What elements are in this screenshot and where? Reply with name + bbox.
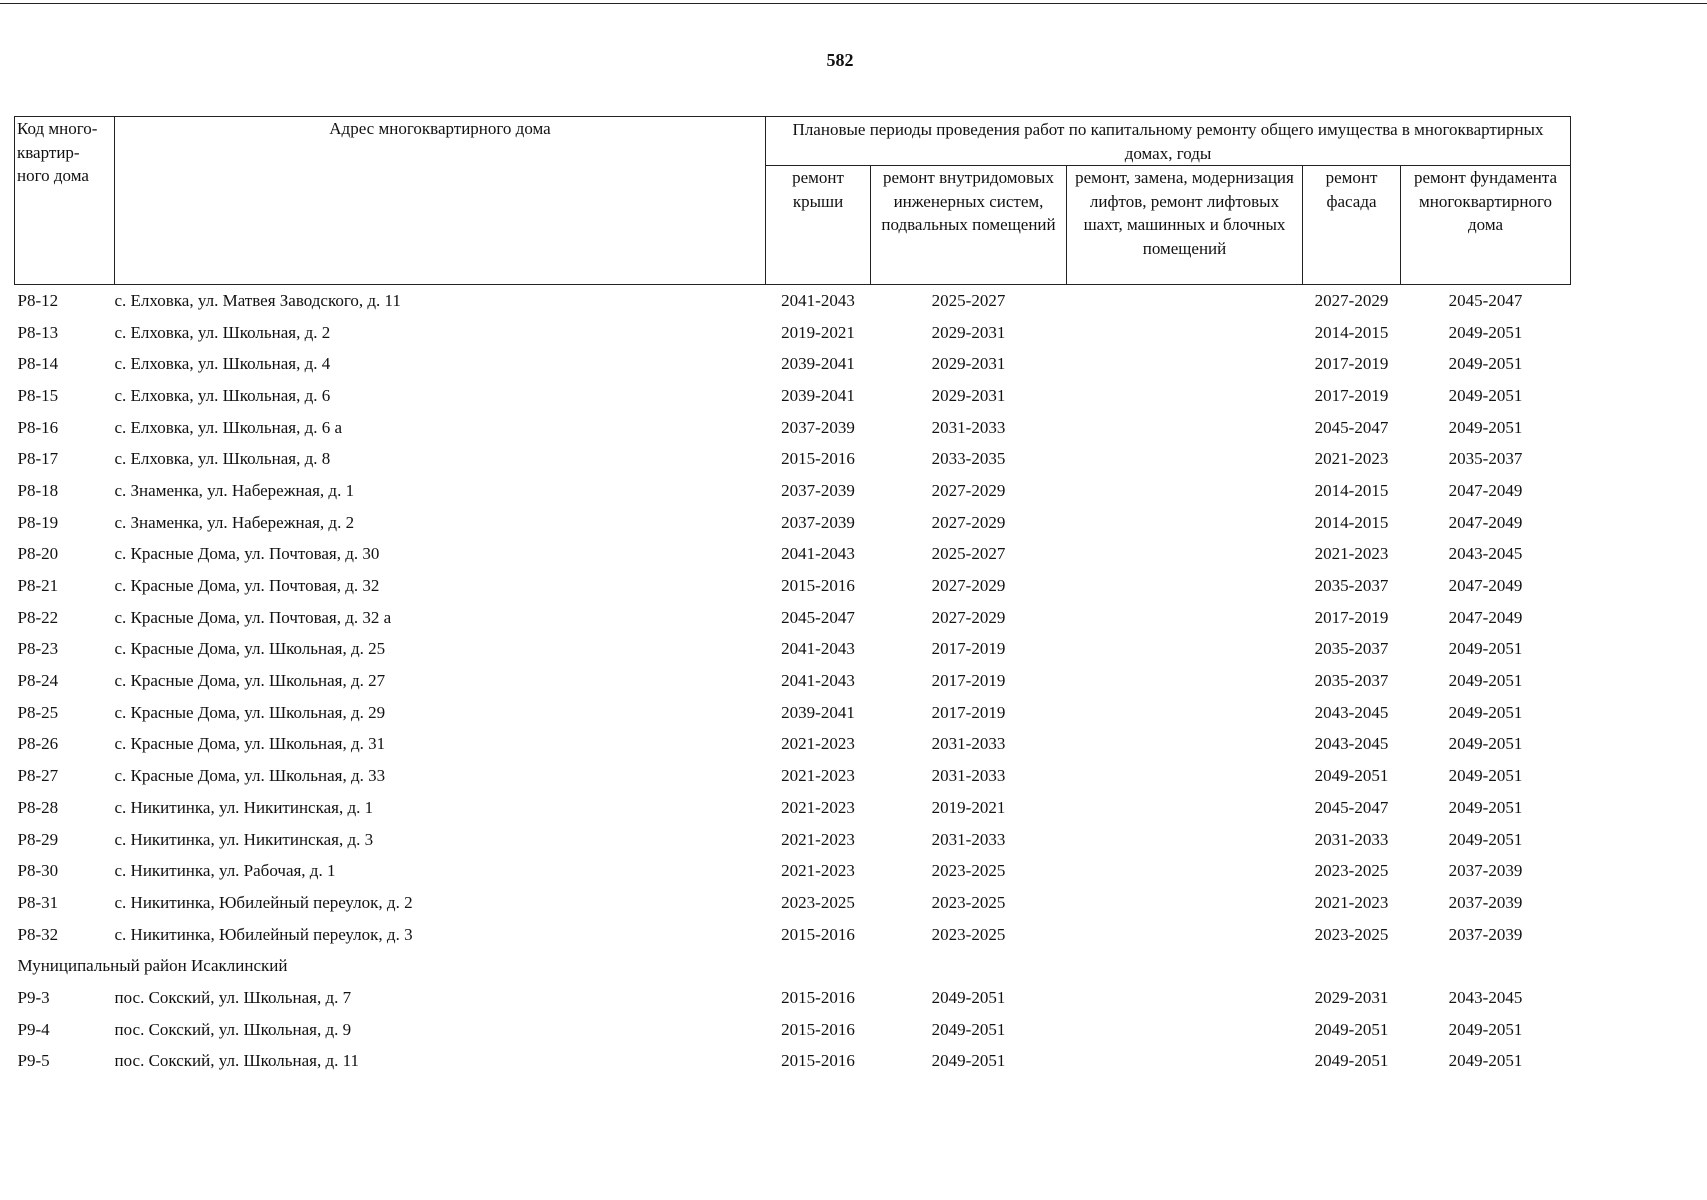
- cell-address: с. Елховка, ул. Школьная, д. 6 а: [114, 417, 343, 437]
- cell-engineering: 2025-2027: [931, 544, 1006, 564]
- header-engineering: ремонт внутридомовых инженерных систем, подвальных помещений: [871, 166, 1067, 285]
- cell-lifts: [1067, 697, 1303, 729]
- table-row: [15, 634, 1571, 666]
- cell-code: Р8-19: [17, 512, 59, 532]
- header-address: Адрес многоквартирного дома: [115, 117, 766, 285]
- table-row: [15, 507, 1571, 539]
- cell-code: Р9-5: [17, 1051, 50, 1071]
- cell-foundation: 2049-2051: [1448, 829, 1523, 849]
- cell-code: Р8-30: [17, 861, 59, 881]
- cell-engineering: 2029-2031: [931, 354, 1006, 374]
- cell-lifts: [1067, 855, 1303, 887]
- cell-lifts: [1067, 348, 1303, 380]
- cell-code: Р8-23: [17, 639, 59, 659]
- table-row: [15, 602, 1571, 634]
- cell-address: с. Елховка, ул. Школьная, д. 8: [114, 449, 331, 469]
- cell-address: с. Красные Дома, ул. Школьная, д. 31: [114, 734, 386, 754]
- cell-lifts: [1067, 570, 1303, 602]
- cell-roof: 2037-2039: [781, 417, 855, 437]
- cell-code: Р8-26: [17, 734, 59, 754]
- cell-foundation: 2049-2051: [1448, 671, 1523, 691]
- cell-engineering: 2029-2031: [931, 322, 1006, 342]
- cell-lifts: [1067, 665, 1303, 697]
- cell-address: с. Красные Дома, ул. Школьная, д. 27: [114, 671, 386, 691]
- cell-lifts: [1067, 760, 1303, 792]
- cell-code: Р8-18: [17, 480, 59, 500]
- table-row: [15, 982, 1571, 1014]
- header-foundation: ремонт фундамента многоквартирного дома: [1401, 166, 1571, 285]
- cell-engineering: 2031-2033: [931, 829, 1006, 849]
- cell-address: с. Красные Дома, ул. Школьная, д. 33: [114, 766, 386, 786]
- cell-lifts: [1067, 317, 1303, 349]
- cell-facade: 2021-2023: [1314, 544, 1389, 564]
- cell-address: с. Красные Дома, ул. Почтовая, д. 32 а: [114, 607, 392, 627]
- table-row: [15, 570, 1571, 602]
- cell-code: Р8-27: [17, 766, 59, 786]
- cell-lifts: [1067, 1014, 1303, 1046]
- cell-facade: 2014-2015: [1314, 480, 1389, 500]
- cell-engineering: 2027-2029: [931, 607, 1006, 627]
- cell-address: с. Елховка, ул. Школьная, д. 4: [114, 354, 331, 374]
- cell-address: с. Красные Дома, ул. Школьная, д. 29: [114, 702, 386, 722]
- cell-foundation: 2047-2049: [1448, 576, 1523, 596]
- cell-engineering: 2049-2051: [931, 987, 1006, 1007]
- cell-roof: 2021-2023: [781, 829, 855, 849]
- cell-code: Р8-21: [17, 576, 59, 596]
- cell-foundation: 2049-2051: [1448, 797, 1523, 817]
- cell-foundation: 2049-2051: [1448, 702, 1523, 722]
- cell-code: Р8-24: [17, 671, 59, 691]
- header-periods-group: Плановые периоды проведения работ по капитальному ремонту общего имущества в многоквартирных домах, годы: [766, 117, 1571, 166]
- table-row: [15, 855, 1571, 887]
- table-row: [15, 1014, 1571, 1046]
- cell-lifts: [1067, 507, 1303, 539]
- cell-roof: 2037-2039: [781, 480, 855, 500]
- cell-foundation: 2049-2051: [1448, 1051, 1523, 1071]
- cell-engineering: 2023-2025: [931, 861, 1006, 881]
- cell-roof: 2015-2016: [781, 1051, 855, 1071]
- cell-address: пос. Сокский, ул. Школьная, д. 11: [114, 1051, 360, 1071]
- cell-engineering: 2031-2033: [931, 734, 1006, 754]
- cell-facade: 2023-2025: [1314, 924, 1389, 944]
- cell-code: Р8-14: [17, 354, 59, 374]
- cell-lifts: [1067, 729, 1303, 761]
- table-row: [15, 412, 1571, 444]
- cell-facade: 2014-2015: [1314, 322, 1389, 342]
- cell-engineering: 2049-2051: [931, 1051, 1006, 1071]
- cell-lifts: [1067, 792, 1303, 824]
- repair-schedule-table: [14, 116, 1571, 1077]
- table-row: [15, 665, 1571, 697]
- cell-engineering: 2017-2019: [931, 702, 1006, 722]
- table-row: [15, 697, 1571, 729]
- cell-lifts: [1067, 1046, 1303, 1078]
- cell-foundation: 2049-2051: [1448, 766, 1523, 786]
- cell-facade: 2029-2031: [1314, 987, 1389, 1007]
- cell-foundation: 2043-2045: [1448, 987, 1523, 1007]
- cell-facade: 2017-2019: [1314, 354, 1389, 374]
- cell-address: с. Знаменка, ул. Набережная, д. 1: [114, 480, 355, 500]
- table-header: [15, 117, 1571, 285]
- cell-engineering: 2027-2029: [931, 480, 1006, 500]
- cell-address: с. Елховка, ул. Матвея Заводского, д. 11: [114, 290, 401, 310]
- cell-engineering: 2027-2029: [931, 512, 1006, 532]
- cell-roof: 2015-2016: [781, 987, 855, 1007]
- table-row: [15, 539, 1571, 571]
- cell-foundation: 2043-2045: [1448, 544, 1523, 564]
- cell-facade: 2021-2023: [1314, 892, 1389, 912]
- cell-foundation: 2049-2051: [1448, 354, 1523, 374]
- header-lifts: ремонт, замена, модернизация лифтов, ремонт лифтовых шахт, машинных и блочных помещений: [1067, 166, 1303, 285]
- cell-facade: 2014-2015: [1314, 512, 1389, 532]
- table-row: [15, 792, 1571, 824]
- cell-roof: 2021-2023: [781, 861, 855, 881]
- cell-address: с. Красные Дома, ул. Почтовая, д. 32: [114, 576, 380, 596]
- table-row: [15, 348, 1571, 380]
- header-code: Код много-квартир-ного дома: [15, 117, 115, 285]
- cell-engineering: 2023-2025: [931, 924, 1006, 944]
- cell-roof: 2041-2043: [781, 639, 855, 659]
- cell-address: с. Елховка, ул. Школьная, д. 6: [114, 385, 331, 405]
- cell-lifts: [1067, 380, 1303, 412]
- cell-foundation: 2049-2051: [1448, 734, 1523, 754]
- cell-facade: 2049-2051: [1314, 766, 1389, 786]
- cell-facade: 2017-2019: [1314, 385, 1389, 405]
- table-row: [15, 317, 1571, 349]
- cell-facade: 2035-2037: [1314, 671, 1389, 691]
- table-row: [15, 887, 1571, 919]
- table-row: [15, 760, 1571, 792]
- cell-lifts: [1067, 824, 1303, 856]
- cell-engineering: 2019-2021: [931, 797, 1006, 817]
- cell-roof: 2041-2043: [781, 544, 855, 564]
- cell-lifts: [1067, 887, 1303, 919]
- cell-facade: 2043-2045: [1314, 734, 1389, 754]
- cell-lifts: [1067, 982, 1303, 1014]
- cell-roof: 2015-2016: [781, 924, 855, 944]
- cell-code: Р8-20: [17, 544, 59, 564]
- cell-roof: 2041-2043: [781, 290, 855, 310]
- table-row: [15, 729, 1571, 761]
- cell-code: Р8-15: [17, 385, 59, 405]
- cell-foundation: 2037-2039: [1448, 892, 1523, 912]
- section-title: Муниципальный район Исаклинский: [17, 956, 288, 976]
- cell-foundation: 2037-2039: [1448, 924, 1523, 944]
- cell-roof: 2015-2016: [781, 449, 855, 469]
- page-number: 582: [826, 50, 854, 70]
- cell-facade: 2021-2023: [1314, 449, 1389, 469]
- cell-engineering: 2031-2033: [931, 766, 1006, 786]
- cell-address: с. Красные Дома, ул. Почтовая, д. 30: [114, 544, 380, 564]
- cell-roof: 2039-2041: [781, 354, 855, 374]
- table-row: [15, 380, 1571, 412]
- table-row: [15, 824, 1571, 856]
- cell-code: Р8-28: [17, 797, 59, 817]
- cell-roof: 2045-2047: [781, 607, 855, 627]
- cell-roof: 2021-2023: [781, 766, 855, 786]
- cell-facade: 2049-2051: [1314, 1051, 1389, 1071]
- cell-engineering: 2023-2025: [931, 892, 1006, 912]
- cell-foundation: 2049-2051: [1448, 1019, 1523, 1039]
- cell-lifts: [1067, 285, 1303, 317]
- cell-foundation: 2047-2049: [1448, 607, 1523, 627]
- cell-facade: 2045-2047: [1314, 797, 1389, 817]
- cell-roof: 2021-2023: [781, 797, 855, 817]
- cell-foundation: 2047-2049: [1448, 480, 1523, 500]
- cell-address: с. Красные Дома, ул. Школьная, д. 25: [114, 639, 386, 659]
- cell-facade: 2035-2037: [1314, 639, 1389, 659]
- cell-lifts: [1067, 412, 1303, 444]
- cell-address: с. Знаменка, ул. Набережная, д. 2: [114, 512, 355, 532]
- cell-roof: 2039-2041: [781, 385, 855, 405]
- cell-engineering: 2025-2027: [931, 290, 1006, 310]
- cell-address: с. Никитинка, ул. Никитинская, д. 3: [114, 829, 374, 849]
- cell-foundation: 2037-2039: [1448, 861, 1523, 881]
- table-row: [15, 285, 1571, 317]
- table-row: [15, 1046, 1571, 1078]
- cell-lifts: [1067, 602, 1303, 634]
- cell-roof: 2021-2023: [781, 734, 855, 754]
- cell-roof: 2019-2021: [781, 322, 855, 342]
- cell-lifts: [1067, 475, 1303, 507]
- cell-code: Р8-22: [17, 607, 59, 627]
- cell-lifts: [1067, 919, 1303, 951]
- cell-code: Р8-17: [17, 449, 59, 469]
- cell-facade: 2031-2033: [1314, 829, 1389, 849]
- cell-roof: 2015-2016: [781, 576, 855, 596]
- cell-code: Р8-16: [17, 417, 59, 437]
- cell-facade: 2027-2029: [1314, 290, 1389, 310]
- cell-engineering: 2049-2051: [931, 1019, 1006, 1039]
- cell-code: Р8-29: [17, 829, 59, 849]
- cell-code: Р8-31: [17, 892, 59, 912]
- cell-code: Р9-4: [17, 1019, 50, 1039]
- cell-engineering: 2017-2019: [931, 639, 1006, 659]
- cell-address: пос. Сокский, ул. Школьная, д. 7: [114, 987, 352, 1007]
- cell-foundation: 2045-2047: [1448, 290, 1523, 310]
- cell-lifts: [1067, 634, 1303, 666]
- cell-foundation: 2047-2049: [1448, 512, 1523, 532]
- cell-address: пос. Сокский, ул. Школьная, д. 9: [114, 1019, 352, 1039]
- cell-foundation: 2049-2051: [1448, 322, 1523, 342]
- cell-engineering: 2027-2029: [931, 576, 1006, 596]
- cell-address: с. Никитинка, ул. Никитинская, д. 1: [114, 797, 374, 817]
- cell-lifts: [1067, 539, 1303, 571]
- cell-facade: 2023-2025: [1314, 861, 1389, 881]
- table-row: [15, 475, 1571, 507]
- cell-address: с. Никитинка, Юбилейный переулок, д. 2: [114, 892, 413, 912]
- header-facade: ремонт фасада: [1303, 166, 1401, 285]
- cell-foundation: 2035-2037: [1448, 449, 1523, 469]
- cell-foundation: 2049-2051: [1448, 639, 1523, 659]
- cell-facade: 2045-2047: [1314, 417, 1389, 437]
- table-body: [15, 285, 1571, 1078]
- cell-roof: 2023-2025: [781, 892, 855, 912]
- page-top-rule: [0, 3, 1707, 4]
- cell-code: Р8-13: [17, 322, 59, 342]
- cell-facade: 2043-2045: [1314, 702, 1389, 722]
- section-row: [15, 950, 1571, 982]
- cell-foundation: 2049-2051: [1448, 385, 1523, 405]
- cell-engineering: 2031-2033: [931, 417, 1006, 437]
- cell-address: с. Елховка, ул. Школьная, д. 2: [114, 322, 331, 342]
- cell-address: с. Никитинка, Юбилейный переулок, д. 3: [114, 924, 413, 944]
- header-roof: ремонт крыши: [766, 166, 871, 285]
- table-row: [15, 919, 1571, 951]
- cell-facade: 2017-2019: [1314, 607, 1389, 627]
- cell-code: Р8-25: [17, 702, 59, 722]
- cell-address: с. Никитинка, ул. Рабочая, д. 1: [114, 861, 336, 881]
- cell-roof: 2041-2043: [781, 671, 855, 691]
- cell-facade: 2035-2037: [1314, 576, 1389, 596]
- cell-roof: 2015-2016: [781, 1019, 855, 1039]
- cell-facade: 2049-2051: [1314, 1019, 1389, 1039]
- cell-engineering: 2029-2031: [931, 385, 1006, 405]
- cell-code: Р9-3: [17, 987, 50, 1007]
- table-row: [15, 443, 1571, 475]
- cell-engineering: 2017-2019: [931, 671, 1006, 691]
- cell-roof: 2039-2041: [781, 702, 855, 722]
- cell-code: Р8-12: [17, 290, 59, 310]
- cell-code: Р8-32: [17, 924, 59, 944]
- cell-foundation: 2049-2051: [1448, 417, 1523, 437]
- cell-roof: 2037-2039: [781, 512, 855, 532]
- cell-engineering: 2033-2035: [931, 449, 1006, 469]
- cell-lifts: [1067, 443, 1303, 475]
